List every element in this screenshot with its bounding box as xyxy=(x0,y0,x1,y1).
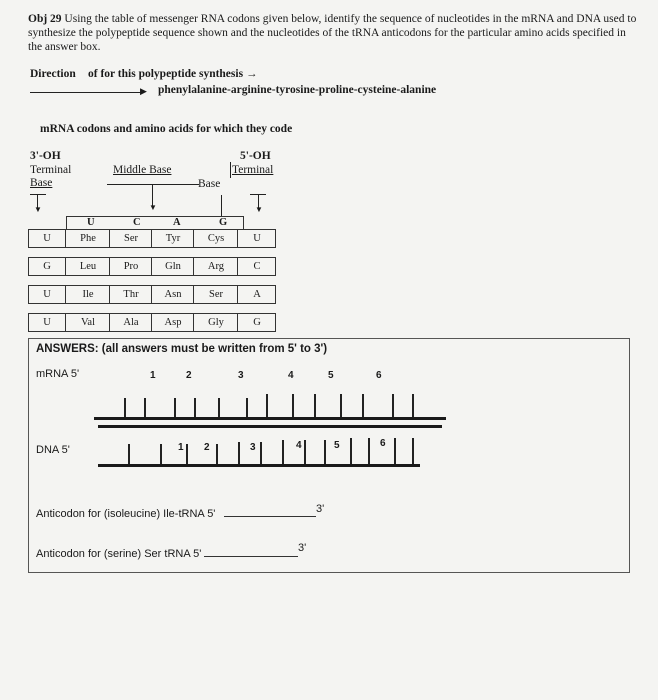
left-base: U xyxy=(43,317,51,328)
dna-label: DNA 5' xyxy=(36,444,70,456)
mrna-number: 4 xyxy=(288,370,294,381)
amino-acid: Cys xyxy=(193,230,238,247)
mrna-number: 5 xyxy=(328,370,334,381)
codon-table-title: mRNA codons and amino acids for which they code xyxy=(40,123,293,135)
direction-label: Direction xyxy=(30,68,76,80)
amino-acid: Ser xyxy=(109,230,152,247)
direction-arrow-icon: → xyxy=(245,68,258,80)
left-base: U xyxy=(43,289,51,300)
middle-base-u: U xyxy=(87,217,95,228)
arrow-right-icon: ▶ xyxy=(140,86,147,96)
amino-acid: Thr xyxy=(109,286,152,303)
ser-anticodon-end: 3' xyxy=(298,542,307,554)
mrna-number: 2 xyxy=(186,370,192,381)
direction-arrow-line xyxy=(30,92,144,93)
left-base: U xyxy=(43,233,51,244)
question-number: Obj 29 xyxy=(28,13,62,25)
mrna-number: 6 xyxy=(376,370,382,381)
left-terminal-label: Terminal xyxy=(30,164,72,176)
right-base: U xyxy=(237,230,276,247)
base-label: Base xyxy=(198,178,221,190)
direction-text xyxy=(88,68,257,80)
amino-acid: Asn xyxy=(151,286,194,303)
amino-acid: Ala xyxy=(109,314,152,331)
down-arrow-icon: ▼ xyxy=(255,205,263,214)
answers-title: ANSWERS: (all answers must be written from 5' to 3') xyxy=(36,343,328,355)
middle-base-label: Middle Base xyxy=(113,164,172,176)
amino-acid: Val xyxy=(65,314,110,331)
right-base: C xyxy=(237,258,276,275)
ile-anticodon-end: 3' xyxy=(316,503,325,515)
dna-number: 6 xyxy=(380,438,386,449)
amino-acid: Gly xyxy=(193,314,238,331)
left-end-label: 3'-OH xyxy=(30,150,61,162)
ile-anticodon-blank[interactable] xyxy=(224,516,316,517)
mrna-label: mRNA 5' xyxy=(36,368,80,380)
middle-base-a: A xyxy=(173,217,181,228)
mrna-number: 1 xyxy=(150,370,156,381)
mrna-number: 3 xyxy=(238,370,244,381)
amino-acid: Ile xyxy=(65,286,110,303)
ser-anticodon-blank[interactable] xyxy=(204,556,298,557)
amino-acid: Gln xyxy=(151,258,194,275)
dna-base-line xyxy=(98,464,420,467)
dna-number: 2 xyxy=(204,442,210,453)
amino-acid: Arg xyxy=(193,258,238,275)
ser-anticodon-label: Anticodon for (serine) Ser tRNA 5' xyxy=(36,548,202,560)
right-terminal-label: Terminal xyxy=(232,164,274,176)
question-body: Using the table of messenger RNA codons given below, identify the sequence of nucleotides in the mRNA and DNA used to synthesize the polypeptide sequence shown and the nucleotides of the tRNA anticodons for the particular amino acids specified in the answer box. xyxy=(28,13,637,53)
codon-row xyxy=(28,313,276,332)
amino-acid: Tyr xyxy=(151,230,194,247)
left-base-label: Base xyxy=(30,177,53,189)
left-base: G xyxy=(43,261,51,272)
dna-strand-line xyxy=(98,425,442,428)
amino-acid: Phe xyxy=(65,230,110,247)
dna-number: 5 xyxy=(334,440,340,451)
amino-acid: Ser xyxy=(193,286,238,303)
mrna-answer-slots[interactable] xyxy=(94,392,454,418)
codon-row xyxy=(28,257,276,276)
middle-base-g: G xyxy=(219,217,228,228)
amino-acid: Pro xyxy=(109,258,152,275)
dna-number: 4 xyxy=(296,440,302,451)
codon-row xyxy=(28,285,276,304)
amino-acid: Leu xyxy=(65,258,110,275)
right-base: G xyxy=(237,314,276,331)
right-base: A xyxy=(237,286,276,303)
dna-number: 3 xyxy=(250,442,256,453)
direction-description: of for this polypeptide synthesis xyxy=(88,68,244,80)
dna-number: 1 xyxy=(178,442,184,453)
down-arrow-icon: ▼ xyxy=(34,205,42,214)
polypeptide-sequence: phenylalanine-arginine-tyrosine-proline-cysteine-alanine xyxy=(158,84,437,96)
question-text xyxy=(28,12,640,54)
mrna-strand-line xyxy=(94,417,446,420)
middle-base-c: C xyxy=(133,217,141,228)
dna-answer-slots[interactable] xyxy=(98,436,438,466)
ile-anticodon-label: Anticodon for (isoleucine) Ile-tRNA 5' xyxy=(36,508,216,520)
down-arrow-icon: ▼ xyxy=(149,203,157,212)
right-end-label: 5'-OH xyxy=(240,150,271,162)
amino-acid: Asp xyxy=(151,314,194,331)
codon-row xyxy=(28,229,276,248)
